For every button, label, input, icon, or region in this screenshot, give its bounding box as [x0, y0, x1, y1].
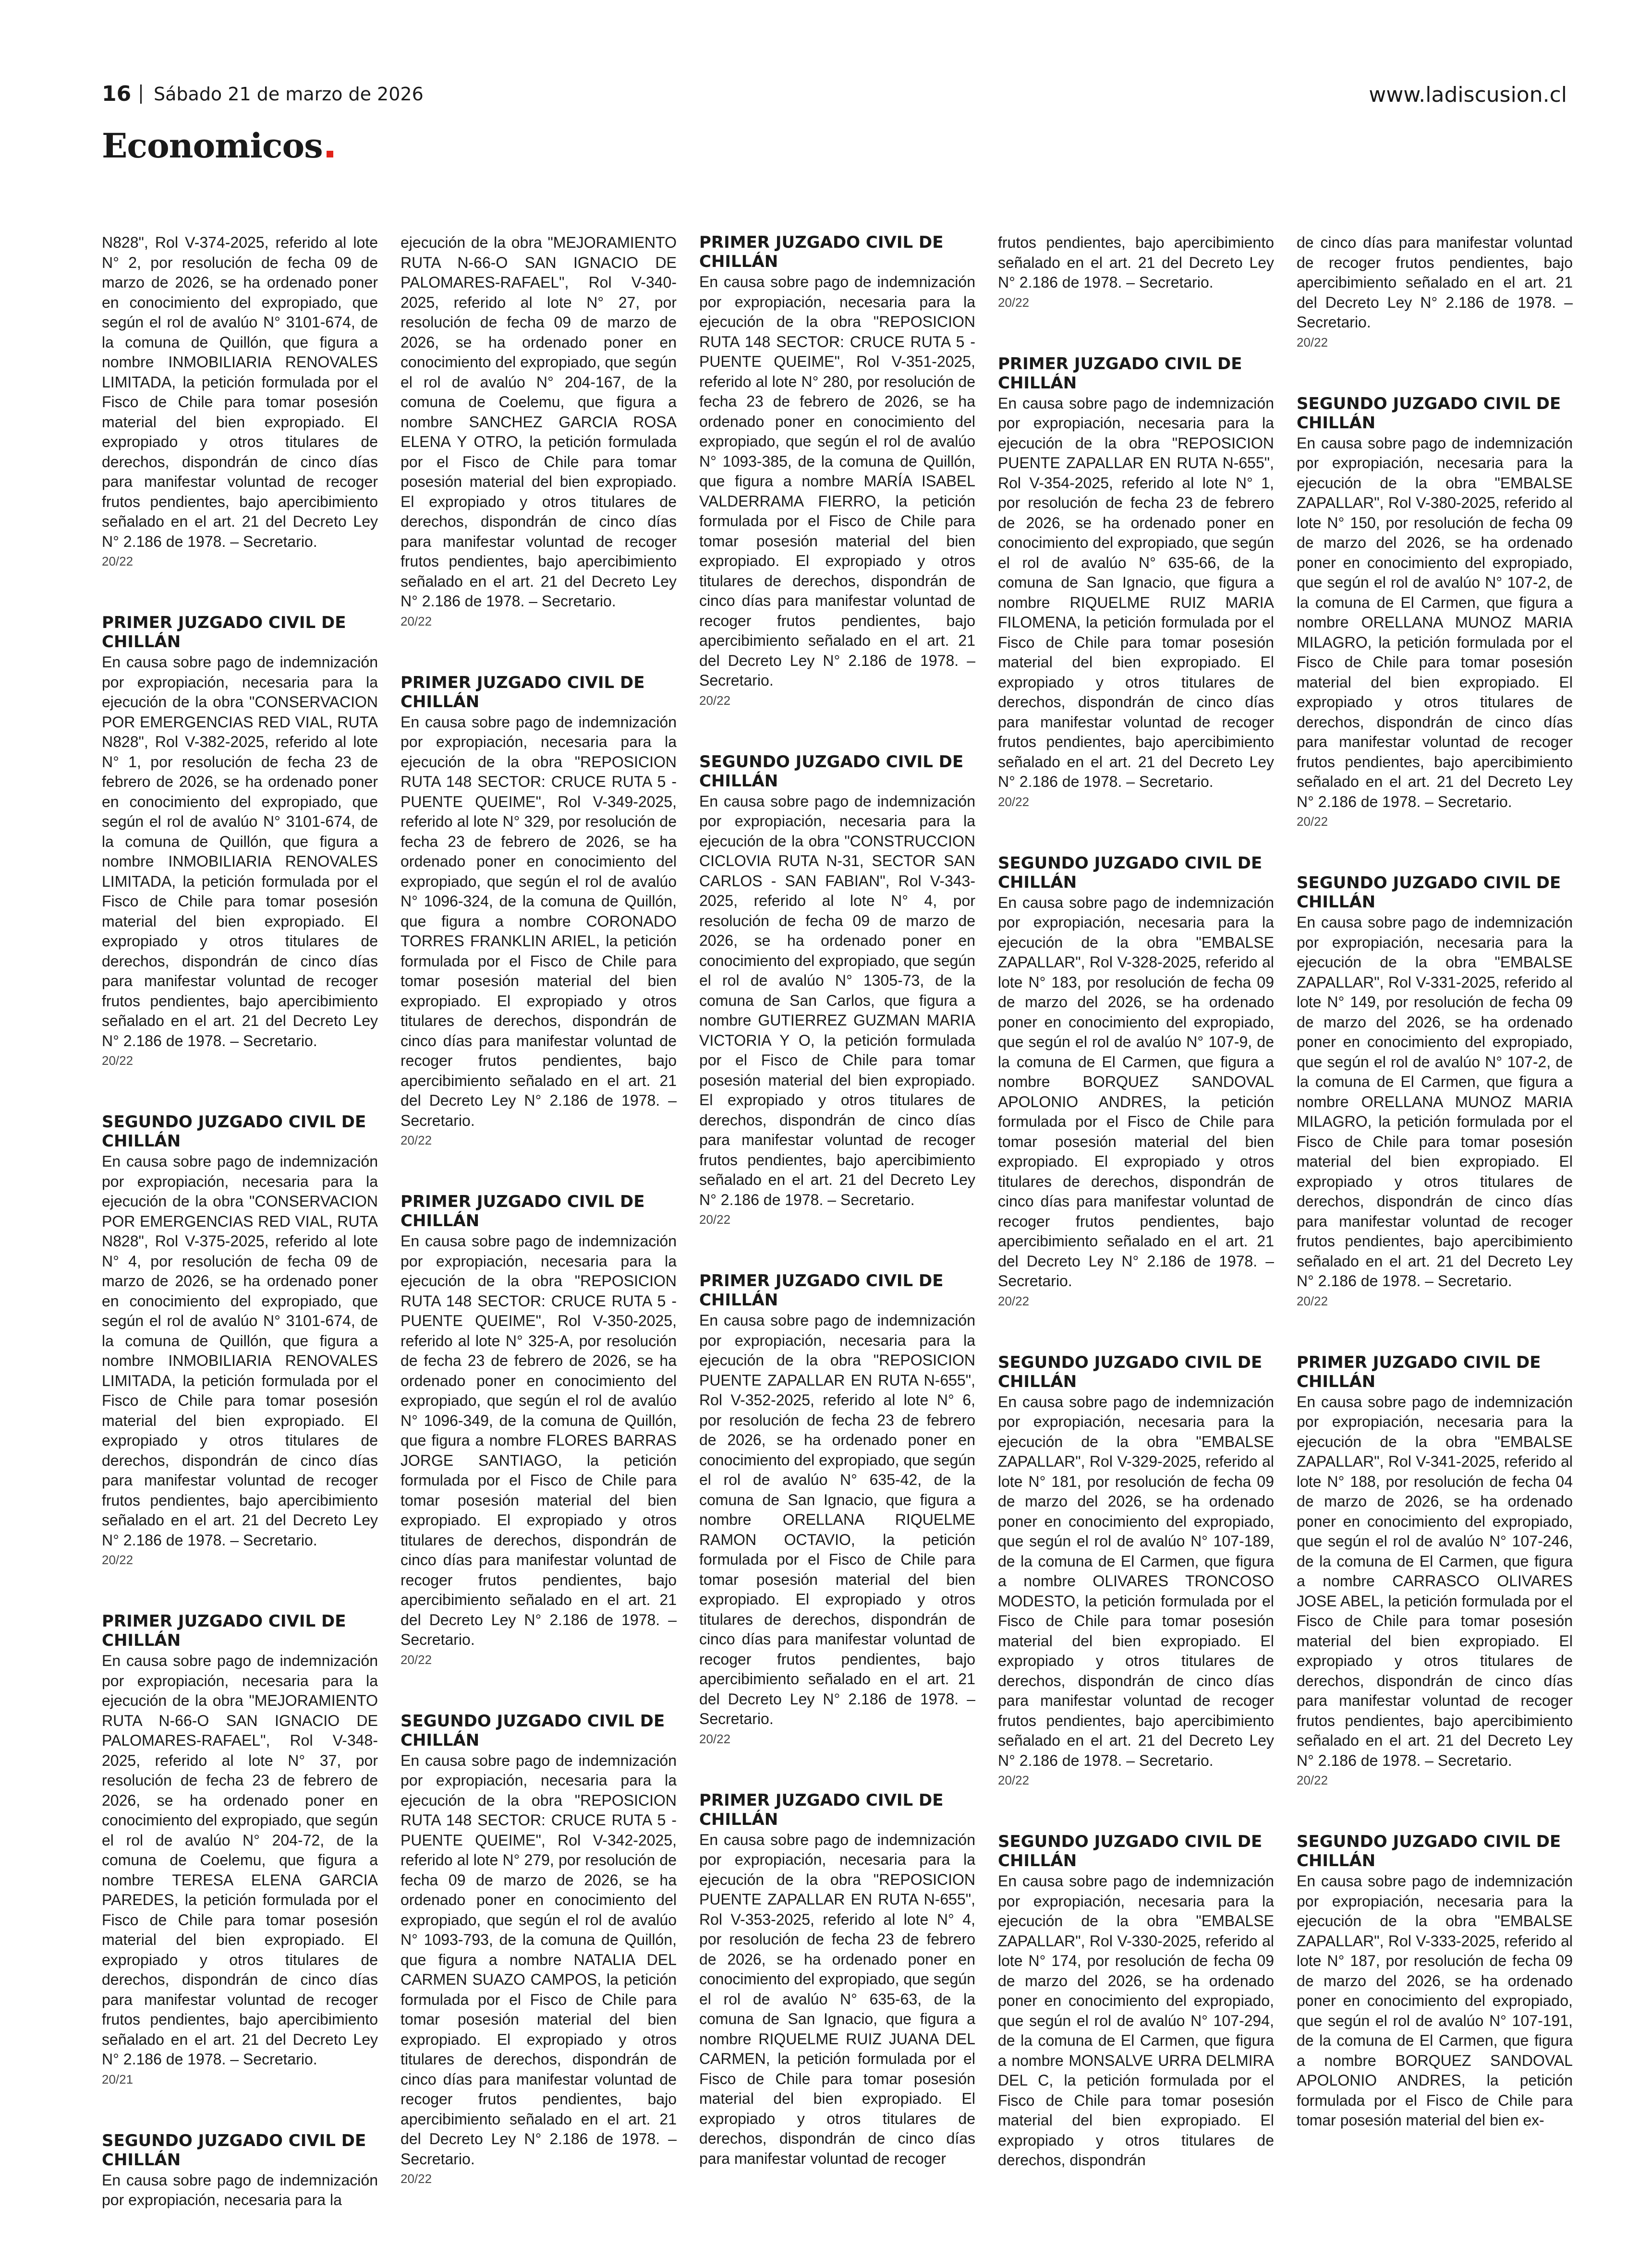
- notice-court-title: SEGUNDO JUZGADO CIVIL DE CHILLÁN: [998, 1352, 1263, 1391]
- notice-body: En causa sobre pago de indemnización por expropiación, necesaria para la ejecución de la obra "REPOSICION RUTA 148 SECTOR: CRUCE RUTA 5 - PUENTE QUEIME", Rol V-342-2025, referido al lote N° 279, por resolución de fecha 09 de marzo de 2026, se ha ordenado poner en conocimiento del expropiado, que según el rol de avalúo N° 1093-793, de la comuna de Quillón, que figura a nombre NATALIA DEL CARMEN SUAZO CAMPOS, la petición formulada por el Fisco de Chile para tomar posesión material del bien expropiado. El expropiado y otros titulares de derechos, dispondrán de cinco días para manifestar voluntad de recoger frutos pendientes, bajo apercibimiento señalado en el art. 21 del Decreto Ley N° 2.186 de 1978. – Secretario.: [401, 1751, 677, 2168]
- section-title-text: Economicos: [102, 126, 323, 166]
- notice-court-title: PRIMER JUZGADO CIVIL DE CHILLÁN: [1297, 1352, 1541, 1391]
- notice-code: 20/22: [401, 2171, 432, 2186]
- notice-code: 20/22: [699, 1731, 731, 1746]
- legal-notice: [998, 354, 1274, 810]
- legal-notice: [102, 2131, 378, 2210]
- notice-court-title: PRIMER JUZGADO CIVIL DE CHILLÁN: [699, 1271, 944, 1310]
- notice-court-title: SEGUNDO JUZGADO CIVIL DE CHILLÁN: [102, 2131, 366, 2170]
- notice-court-title: SEGUNDO JUZGADO CIVIL DE CHILLÁN: [1297, 394, 1561, 433]
- notice-code: 20/22: [1297, 335, 1328, 350]
- notice-court-title: SEGUNDO JUZGADO CIVIL DE CHILLÁN: [401, 1711, 665, 1750]
- legal-notice: [699, 1271, 975, 1748]
- section-accent-dot: [327, 151, 333, 157]
- notice-body: En causa sobre pago de indemnización por expropiación, necesaria para la ejecución de la obra "REPOSICION PUENTE ZAPALLAR EN RUTA N-655", Rol V-352-2025, referido al lote N° 6, por resolución de fecha 23 de febrero de 2026, se ha ordenado poner en conocimiento del expropiado, que según el rol de avalúo N° 635-42, de la comuna de San Ignacio, que figura a nombre ORELLANA RIQUELME RAMON OCTAVIO, la petición formulada por el Fisco de Chile para tomar posesión material del bien expropiado. El expropiado y otros titulares de derechos, dispondrán de cinco días para manifestar voluntad de recoger frutos pendientes, bajo apercibimiento señalado en el art. 21 del Decreto Ley N° 2.186 de 1978. – Secretario.: [699, 1312, 975, 1727]
- notice-code: 20/22: [1297, 1773, 1328, 1787]
- notice-code: 20/22: [1297, 814, 1328, 829]
- notice-body: En causa sobre pago de indemnización por expropiación, necesaria para la ejecución de la obra "EMBALSE ZAPALLAR", Rol V-329-2025, referido al lote N° 181, por resolución de fecha 09 de marzo del 2026, se ha ordenado poner en conocimiento del expropiado, que según el rol de avalúo N° 107-189, de la comuna de El Carmen, que figura a nombre OLIVARES TRONCOSO MODESTO, la petición formulada por el Fisco de Chile para tomar posesión material del bien expropiado. El expropiado y otros titulares de derechos, dispondrán de cinco días para manifestar voluntad de recoger frutos pendientes, bajo apercibimiento señalado en el art. 21 del Decreto Ley N° 2.186 de 1978. – Secretario.: [998, 1393, 1274, 1769]
- notice-court-title: PRIMER JUZGADO CIVIL DE CHILLÁN: [699, 233, 944, 271]
- notice-code: 20/22: [699, 693, 731, 708]
- column-3: [699, 233, 975, 2249]
- notice-court-title: SEGUNDO JUZGADO CIVIL DE CHILLÁN: [699, 752, 964, 791]
- notice-court-title: PRIMER JUZGADO CIVIL DE CHILLÁN: [998, 354, 1242, 393]
- notice-body: ejecución de la obra "MEJORAMIENTO RUTA N-66-O SAN IGNACIO DE PALOMARES-RAFAEL", Rol V-340-2025, referido al lote N° 27, por resolución de fecha 09 de marzo de 2026, se ha ordenado poner en conocimiento del expropiado, que según el rol de avalúo N° 204-167, de la comuna de Coelemu, que figura a nombre SANCHEZ GARCIA ROSA ELENA Y OTRO, la petición formulada por el Fisco de Chile para tomar posesión material del bien expropiado. El expropiado y otros titulares de derechos, dispondrán de cinco días para manifestar voluntad de recoger frutos pendientes, bajo apercibimiento señalado en el art. 21 del Decreto Ley N° 2.186 de 1978. – Secretario.: [401, 234, 677, 610]
- notice-body: de cinco días para manifestar voluntad de recoger frutos pendientes, bajo apercibimiento señalado en el art. 21 del Decreto Ley N° 2.186 de 1978. – Secretario.: [1297, 234, 1573, 331]
- legal-notice: [1297, 1353, 1573, 1789]
- notice-code: 20/22: [102, 554, 134, 568]
- notice-body: En causa sobre pago de indemnización por expropiación, necesaria para la ejecución de la obra "REPOSICION RUTA 148 SECTOR: CRUCE RUTA 5 - PUENTE QUEIME", Rol V-349-2025, referido al lote N° 329, por resolución de fecha 23 de febrero de 2026, se ha ordenado poner en conocimiento del expropiado, que según el rol de avalúo N° 1096-324, de la comuna de Quillón, que figura a nombre CORONADO TORRES FRANKLIN ARIEL, la petición formulada por el Fisco de Chile para tomar posesión material del bien expropiado. El expropiado y otros titulares de derechos, dispondrán de cinco días para manifestar voluntad de recoger frutos pendientes, bajo apercibimiento señalado en el art. 21 del Decreto Ley N° 2.186 de 1978. – Secretario.: [401, 713, 677, 1129]
- notice-body: En causa sobre pago de indemnización por expropiación, necesaria para la ejecución de la obra "REPOSICION PUENTE ZAPALLAR EN RUTA N-655", Rol V-353-2025, referido al lote N° 4, por resolución de fecha 23 de febrero de 2026, se ha ordenado poner en conocimiento del expropiado, que según el rol de avalúo N° 635-63, de la comuna de San Ignacio, que figura a nombre RIQUELME RUIZ JUANA DEL CARMEN, la petición formulada por el Fisco de Chile para tomar posesión material del bien expropiado. El expropiado y otros titulares de derechos, dispondrán de cinco días para manifestar voluntad de recoger: [699, 1831, 975, 2167]
- notice-code: 20/22: [998, 295, 1030, 310]
- notice-court-title: PRIMER JUZGADO CIVIL DE CHILLÁN: [401, 1192, 645, 1231]
- notice-court-title: PRIMER JUZGADO CIVIL DE CHILLÁN: [699, 1790, 944, 1829]
- notice-body: En causa sobre pago de indemnización por expropiación, necesaria para la ejecución de la obra "EMBALSE ZAPALLAR", Rol V-330-2025, referido al lote N° 174, por resolución de fecha 09 de marzo del 2026, se ha ordenado poner en conocimiento del expropiado, que según el rol de avalúo N° 107-294, de la comuna de El Carmen, que figura a nombre MONSALVE URRA DELMIRA DEL C, la petición formulada por el Fisco de Chile para tomar posesión material del bien expropiado. El expropiado y otros titulares de derechos, dispondrán: [998, 1872, 1274, 2169]
- notice-body: frutos pendientes, bajo apercibimiento señalado en el art. 21 del Decreto Ley N° 2.186 de 1978. – Secretario.: [998, 234, 1274, 291]
- legal-notice: [699, 752, 975, 1229]
- website-link[interactable]: www.ladiscusion.cl: [1369, 83, 1567, 107]
- legal-notice: [699, 233, 975, 709]
- notice-court-title: SEGUNDO JUZGADO CIVIL DE CHILLÁN: [998, 1832, 1263, 1870]
- legal-notice: [1297, 1832, 1573, 2131]
- notice-body: En causa sobre pago de indemnización por expropiación, necesaria para la ejecución de la obra "REPOSICION RUTA 148 SECTOR: CRUCE RUTA 5 - PUENTE QUEIME", Rol V-350-2025, referido al lote N° 325-A, por resolución de fecha 23 de febrero de 2026, se ha ordenado poner en conocimiento del expropiado, que según el rol de avalúo N° 1096-349, de la comuna de Quillón, que figura a nombre FLORES BARRAS JORGE SANTIAGO, la petición formulada por el Fisco de Chile para tomar posesión material del bien expropiado. El expropiado y otros titulares de derechos, dispondrán de cinco días para manifestar voluntad de recoger frutos pendientes, bajo apercibimiento señalado en el art. 21 del Decreto Ley N° 2.186 de 1978. – Secretario.: [401, 1232, 677, 1648]
- column-2: [401, 233, 677, 2249]
- notice-body: En causa sobre pago de indemnización por expropiación, necesaria para la ejecución de la obra "EMBALSE ZAPALLAR", Rol V-333-2025, referido al lote N° 187, por resolución de fecha 09 de marzo del 2026, se ha ordenado poner en conocimiento del expropiado, que según el rol de avalúo N° 107-191, de la comuna de El Carmen, que figura a nombre BORQUEZ SANDOVAL APOLONIO ANDRES, la petición formulada por el Fisco de Chile para tomar posesión material del bien ex-: [1297, 1872, 1573, 2129]
- legal-notice: [401, 233, 677, 630]
- legal-notice: [102, 233, 378, 570]
- page-header: [102, 82, 1567, 115]
- notice-code: 20/22: [102, 1053, 134, 1068]
- legal-notice: [1297, 233, 1573, 351]
- notice-code: 20/21: [102, 2072, 134, 2087]
- notice-code: 20/22: [998, 1773, 1030, 1787]
- legal-notice: [998, 1353, 1274, 1789]
- notice-code: 20/22: [401, 1652, 432, 1667]
- legal-notice: [998, 233, 1274, 311]
- legal-notice: [401, 673, 677, 1149]
- notice-body: En causa sobre pago de indemnización por expropiación, necesaria para la ejecución de la obra "MEJORAMIENTO RUTA N-66-O SAN IGNACIO DE PALOMARES-RAFAEL", Rol V-348-2025, referido al lote N° 37, por resolución de fecha 23 de febrero de 2026, se ha ordenado poner en conocimiento del expropiado, que según el rol de avalúo N° 204-72, de la comuna de Coelemu, que figura a nombre TERESA ELENA GARCIA PAREDES, la petición formulada por el Fisco de Chile para tomar posesión material del bien expropiado. El expropiado y otros titulares de derechos, dispondrán de cinco días para manifestar voluntad de recoger frutos pendientes, bajo apercibimiento señalado en el art. 21 del Decreto Ley N° 2.186 de 1978. – Secretario.: [102, 1652, 378, 2068]
- notice-court-title: SEGUNDO JUZGADO CIVIL DE CHILLÁN: [1297, 873, 1561, 912]
- legal-notice: [401, 1192, 677, 1668]
- notice-body: En causa sobre pago de indemnización por expropiación, necesaria para la ejecución de la obra "CONSTRUCCION CICLOVIA RUTA N-31, SECTOR SAN CARLOS - SAN FABIAN", Rol V-343-2025, referido al lote N° 4, por resolución de fecha 09 de marzo de 2026, se ha ordenado poner en conocimiento del expropiado, que según el rol de avalúo N° 1305-73, de la comuna de San Carlos, que figura a nombre GUTIERREZ GUZMAN MARIA VICTORIA Y O, la petición formulada por el Fisco de Chile para tomar posesión material del bien expropiado. El expropiado y otros titulares de derechos, dispondrán de cinco días para manifestar voluntad de recoger frutos pendientes, bajo apercibimiento señalado en el art. 21 del Decreto Ley N° 2.186 de 1978. – Secretario.: [699, 792, 975, 1208]
- notice-body: En causa sobre pago de indemnización por expropiación, necesaria para la ejecución de la obra "REPOSICION RUTA 148 SECTOR: CRUCE RUTA 5 - PUENTE QUEIME", Rol V-351-2025, referido al lote N° 280, por resolución de fecha 23 de febrero de 2026, se ha ordenado poner en conocimiento del expropiado, que según el rol de avalúo N° 1093-385, de la comuna de Quillón, que figura a nombre MARÍA ISABEL VALDERRAMA FIERRO, la petición formulada por el Fisco de Chile para tomar posesión material del bien expropiado. El expropiado y otros titulares de derechos, dispondrán de cinco días para manifestar voluntad de recoger frutos pendientes, bajo apercibimiento señalado en el art. 21 del Decreto Ley N° 2.186 de 1978. – Secretario.: [699, 273, 975, 689]
- notice-code: 20/22: [1297, 1293, 1328, 1308]
- notice-code: 20/22: [998, 794, 1030, 809]
- notice-court-title: PRIMER JUZGADO CIVIL DE CHILLÁN: [102, 613, 346, 651]
- legal-notice: [1297, 873, 1573, 1310]
- notice-code: 20/22: [401, 614, 432, 628]
- notice-body: En causa sobre pago de indemnización por expropiación, necesaria para la ejecución de la obra "CONSERVACION POR EMERGENCIAS RED VIAL, RUTA N828", Rol V-382-2025, referido al lote N° 1, por resolución de fecha 23 de febrero de 2026, se ha ordenado poner en conocimiento del expropiado, que según el rol de avalúo N° 3101-674, de la comuna de Quillón, que figura a nombre INMOBILIARIA RENOVALES LIMITADA, la petición formulada por el Fisco de Chile para tomar posesión material del bien expropiado. El expropiado y otros titulares de derechos, dispondrán de cinco días para manifestar voluntad de recoger frutos pendientes, bajo apercibimiento señalado en el art. 21 del Decreto Ley N° 2.186 de 1978. – Secretario.: [102, 653, 378, 1050]
- legal-notice: [102, 1112, 378, 1568]
- notice-body: En causa sobre pago de indemnización por expropiación, necesaria para la: [102, 2171, 378, 2208]
- header-separator: [140, 84, 142, 104]
- column-4: [998, 233, 1274, 2249]
- notice-court-title: SEGUNDO JUZGADO CIVIL DE CHILLÁN: [998, 853, 1263, 892]
- legal-notice: [699, 1791, 975, 2169]
- notice-body: En causa sobre pago de indemnización por expropiación, necesaria para la ejecución de la obra "EMBALSE ZAPALLAR", Rol V-380-2025, referido al lote N° 150, por resolución de fecha 09 de marzo del 2026, se ha ordenado poner en conocimiento del expropiado, que según el rol de avalúo N° 107-2, de la comuna de El Carmen, que figura a nombre ORELLANA MUNOZ MARIA MILAGRO, la petición formulada por el Fisco de Chile para tomar posesión material del bien expropiado. El expropiado y otros titulares de derechos, dispondrán de cinco días para manifestar voluntad de recoger frutos pendientes, bajo apercibimiento señalado en el art. 21 del Decreto Ley N° 2.186 de 1978. – Secretario.: [1297, 434, 1573, 810]
- column-1: [102, 233, 378, 2249]
- notice-code: 20/22: [699, 1212, 731, 1227]
- publication-date: Sábado 21 de marzo de 2026: [154, 84, 424, 105]
- notice-body: N828", Rol V-374-2025, referido al lote N° 2, por resolución de fecha 09 de marzo de 2026, se ha ordenado poner en conocimiento del expropiado, que según el rol de avalúo N° 3101-674, de la comuna de Quillón, que figura a nombre INMOBILIARIA RENOVALES LIMITADA, la petición formulada por el Fisco de Chile para tomar posesión material del bien expropiado. El expropiado y otros titulares de derechos, dispondrán de cinco días para manifestar voluntad de recoger frutos pendientes, bajo apercibimiento señalado en el art. 21 del Decreto Ley N° 2.186 de 1978. – Secretario.: [102, 234, 378, 550]
- column-5: [1297, 233, 1573, 2249]
- notice-court-title: SEGUNDO JUZGADO CIVIL DE CHILLÁN: [1297, 1832, 1561, 1870]
- section-title: [102, 126, 333, 166]
- page-number: 16: [102, 82, 132, 106]
- notice-code: 20/22: [401, 1133, 432, 1147]
- notice-body: En causa sobre pago de indemnización por expropiación, necesaria para la ejecución de la obra "EMBALSE ZAPALLAR", Rol V-341-2025, referido al lote N° 188, por resolución de fecha 04 de marzo de 2026, se ha ordenado poner en conocimiento del expropiado, que según el rol de avalúo N° 107-246, de la comuna de El Carmen, que figura a nombre CARRASCO OLIVARES JOSE ABEL, la petición formulada por el Fisco de Chile para tomar posesión material del bien expropiado. El expropiado y otros titulares de derechos, dispondrán de cinco días para manifestar voluntad de recoger frutos pendientes, bajo apercibimiento señalado en el art. 21 del Decreto Ley N° 2.186 de 1978. – Secretario.: [1297, 1393, 1573, 1769]
- notice-body: En causa sobre pago de indemnización por expropiación, necesaria para la ejecución de la obra "EMBALSE ZAPALLAR", Rol V-331-2025, referido al lote N° 149, por resolución de fecha 09 de marzo del 2026, se ha ordenado poner en conocimiento del expropiado, que según el rol de avalúo N° 107-2, de la comuna de El Carmen, que figura a nombre ORELLANA MUNOZ MARIA MILAGRO, la petición formulada por el Fisco de Chile para tomar posesión material del bien expropiado. El expropiado y otros titulares de derechos, dispondrán de cinco días para manifestar voluntad de recoger frutos pendientes, bajo apercibimiento señalado en el art. 21 del Decreto Ley N° 2.186 de 1978. – Secretario.: [1297, 914, 1573, 1290]
- legal-notice: [1297, 394, 1573, 831]
- notice-body: En causa sobre pago de indemnización por expropiación, necesaria para la ejecución de la obra "REPOSICION PUENTE ZAPALLAR EN RUTA N-655", Rol V-354-2025, referido al lote N° 1, por resolución de fecha 23 de febrero de 2026, se ha ordenado poner en conocimiento del expropiado, que según el rol de avalúo N° 635-66, de la comuna de San Ignacio, que figura a nombre RIQUELME RUIZ MARIA FILOMENA, la petición formulada por el Fisco de Chile para tomar posesión material del bien expropiado. El expropiado y otros titulares de derechos, dispondrán de cinco días para manifestar voluntad de recoger frutos pendientes, bajo apercibimiento señalado en el art. 21 del Decreto Ley N° 2.186 de 1978. – Secretario.: [998, 394, 1274, 790]
- legal-notice: [102, 1612, 378, 2088]
- legal-notice: [998, 1832, 1274, 2171]
- notice-code: 20/22: [102, 1553, 134, 1567]
- notice-court-title: PRIMER JUZGADO CIVIL DE CHILLÁN: [102, 1612, 346, 1650]
- legal-notice: [401, 1712, 677, 2188]
- notice-court-title: PRIMER JUZGADO CIVIL DE CHILLÁN: [401, 673, 645, 712]
- notice-body: En causa sobre pago de indemnización por expropiación, necesaria para la ejecución de la obra "CONSERVACION POR EMERGENCIAS RED VIAL, RUTA N828", Rol V-375-2025, referido al lote N° 4, por resolución de fecha 09 de marzo de 2026, se ha ordenado poner en conocimiento del expropiado, que según el rol de avalúo N° 3101-674, de la comuna de Quillón, que figura a nombre INMOBILIARIA RENOVALES LIMITADA, la petición formulada por el Fisco de Chile para tomar posesión material del bien expropiado. El expropiado y otros titulares de derechos, dispondrán de cinco días para manifestar voluntad de recoger frutos pendientes, bajo apercibimiento señalado en el art. 21 del Decreto Ley N° 2.186 de 1978. – Secretario.: [102, 1153, 378, 1549]
- notice-court-title: SEGUNDO JUZGADO CIVIL DE CHILLÁN: [102, 1112, 366, 1151]
- legal-notice: [998, 854, 1274, 1310]
- notice-body: En causa sobre pago de indemnización por expropiación, necesaria para la ejecución de la obra "EMBALSE ZAPALLAR", Rol V-328-2025, referido al lote N° 183, por resolución de fecha 09 de marzo del 2026, se ha ordenado poner en conocimiento del expropiado, que según el rol de avalúo N° 107-9, de la comuna de El Carmen, que figura a nombre BORQUEZ SANDOVAL APOLONIO ANDRES, la petición formulada por el Fisco de Chile para tomar posesión material del bien expropiado. El expropiado y otros titulares de derechos, dispondrán de cinco días para manifestar voluntad de recoger frutos pendientes, bajo apercibimiento señalado en el art. 21 del Decreto Ley N° 2.186 de 1978. – Secretario.: [998, 893, 1274, 1290]
- legal-notice: [102, 613, 378, 1069]
- notice-code: 20/22: [998, 1293, 1030, 1308]
